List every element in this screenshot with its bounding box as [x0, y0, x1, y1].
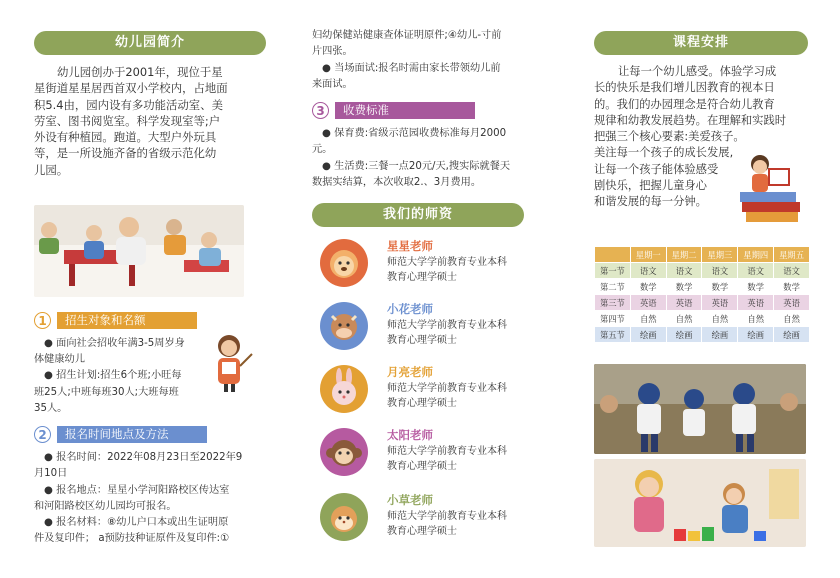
section-3-line: ● 生活费:三餐一点20元/天,搜实际就餐天 [322, 160, 511, 172]
lion-avatar-icon [320, 239, 368, 287]
section-2-line: 和河阳路校区幼儿园均可报名。 [34, 500, 177, 512]
teacher-desc [387, 509, 537, 539]
schedule-period: 第四节 [595, 311, 631, 327]
teacher-desc [387, 318, 537, 348]
schedule-period: 第三节 [595, 295, 631, 311]
section-3-line: ● 保育费:省级示范园收费标准每月2000 [322, 128, 507, 139]
reading-child-illustration [734, 150, 804, 228]
schedule-header-cell: 星期二 [666, 247, 702, 263]
schedule-header-cell: 星期五 [774, 247, 810, 263]
intro-line: 积5.4由，园内设有多功能活动室、美 [34, 97, 223, 112]
intro-line: 儿园。 [34, 162, 69, 177]
schedule-row [595, 327, 810, 343]
teacher-illustration [204, 332, 254, 392]
courses-line: 和谐发展的每一分钟。 [594, 195, 707, 209]
children-playing-photo [594, 459, 806, 547]
intro-line: 星街道星星居西首双小学校内，占地面 [34, 81, 228, 96]
teacher-degree: 教育心理学硕士 [387, 335, 457, 346]
schedule-cell: 数学 [666, 279, 702, 295]
section-3-line: 元。 [312, 144, 333, 156]
teacher-desc [387, 255, 537, 285]
schedule-cell: 语文 [738, 263, 774, 279]
materials-line: ● 当场面试:报名时需由家长带领幼儿前 [322, 62, 501, 74]
section-2-line: 件及复印件； a预防技种证原件及复印件:① [34, 533, 230, 545]
teacher-card [312, 428, 532, 482]
intro-title: 幼儿园简介 [34, 31, 266, 55]
teacher-card [312, 493, 532, 547]
teacher-degree: 师范大学学前教育专业本科 [387, 320, 507, 331]
courses-line: 把强三个核心要素:美爱孩子。 [594, 130, 745, 144]
teacher-degree: 教育心理学硕士 [387, 272, 457, 283]
schedule-row [595, 263, 810, 279]
teacher-name: 小草老师 [387, 493, 433, 507]
column-intro [34, 0, 266, 578]
schedule-cell: 数学 [702, 279, 738, 295]
classroom-photo [34, 205, 244, 297]
schedule-cell: 语文 [666, 263, 702, 279]
section-2-line: 月10日 [34, 468, 68, 480]
section-1-title: 招生对象和名额 [57, 312, 197, 329]
intro-line: 幼儿园创办于2001年，现位于星 [57, 65, 223, 79]
schedule-cell: 语文 [774, 263, 810, 279]
hamster-avatar-icon [320, 493, 368, 541]
column-courses [594, 0, 810, 578]
children-walking-photo [594, 364, 806, 454]
section-2-header [34, 426, 207, 443]
section-3-line: 数据实结算，本次收取2.、3月费用。 [312, 176, 482, 188]
schedule-cell: 自然 [702, 311, 738, 327]
schedule-header-cell [595, 247, 631, 263]
schedule-cell: 绘画 [774, 327, 810, 343]
schedule-header-row [595, 247, 810, 263]
teacher-desc [387, 444, 537, 474]
courses-line: 让每一个孩子能体验感受 [594, 162, 719, 176]
intro-line: 外设有种植园。跑道。大型户外玩具 [34, 130, 217, 145]
rabbit-avatar-icon [320, 365, 368, 413]
schedule-header-cell: 星期四 [738, 247, 774, 263]
schedule-cell: 英语 [774, 295, 810, 311]
teacher-degree: 师范大学学前教育专业本科 [387, 383, 507, 394]
section-1-body [34, 336, 204, 417]
schedule-cell: 自然 [666, 311, 702, 327]
courses-line: 美注每一个孩子的成长发展, [594, 146, 734, 160]
courses-line: 的。我们的办园理念是符合幼儿教育 [594, 97, 775, 111]
column-fees-teachers [312, 0, 532, 578]
courses-line: 规律和幼教发展趋势。在理解和实践时 [594, 113, 787, 127]
teacher-degree: 教育心理学硕士 [387, 461, 457, 472]
section-2-title: 报名时间地点及方法 [57, 426, 207, 443]
section-2-body [34, 450, 274, 548]
section-1-line: ● 招生计划:招生6个班;小旺每 [44, 370, 182, 382]
teachers-title: 我们的师资 [312, 203, 524, 227]
schedule-cell: 绘画 [702, 327, 738, 343]
courses-line: 长的快乐是我们增儿因教育的视本日 [594, 81, 775, 95]
section-2-line: ● 报名时间：2022年08月23日至2022年9 [44, 452, 243, 463]
section-3-title: 收费标准 [335, 102, 475, 119]
intro-line: 等，是一所设施齐备的省级示范化幼 [34, 146, 217, 161]
teacher-desc [387, 381, 537, 411]
schedule-row [595, 311, 810, 327]
schedule-period: 第二节 [595, 279, 631, 295]
section-1-line: 班25人;中班每班30人;大班每班 [34, 386, 179, 398]
schedule-period: 第五节 [595, 327, 631, 343]
teacher-name: 星星老师 [387, 239, 433, 253]
schedule-cell: 自然 [774, 311, 810, 327]
monkey-avatar-icon [320, 428, 368, 476]
schedule-period: 第一节 [595, 263, 631, 279]
schedule-row [595, 295, 810, 311]
materials-line: 片四张。 [312, 46, 353, 58]
section-3-body [312, 126, 534, 191]
section-1-header [34, 312, 197, 329]
teacher-card [312, 302, 532, 356]
courses-line: 让每一个幼儿感受。体验学习成 [618, 65, 777, 78]
teacher-degree: 教育心理学硕士 [387, 398, 457, 409]
schedule-cell: 绘画 [738, 327, 774, 343]
materials-line: 来面试。 [312, 78, 353, 90]
courses-title: 课程安排 [594, 31, 808, 55]
schedule-cell: 数学 [630, 279, 666, 295]
section-2-line: ● 报名材料：⑧幼儿户口本或出生证明原 [44, 517, 229, 529]
teacher-degree: 师范大学学前教育专业本科 [387, 446, 507, 457]
intro-line: 劳室、图书阅览室。科学发现室等;户 [34, 113, 221, 128]
section-1-line: 35人。 [34, 402, 68, 414]
schedule-header-cell: 星期一 [630, 247, 666, 263]
schedule-cell: 语文 [630, 263, 666, 279]
schedule-cell: 自然 [630, 311, 666, 327]
section-3-header [312, 102, 475, 119]
schedule-cell: 数学 [738, 279, 774, 295]
teacher-degree: 师范大学学前教育专业本科 [387, 257, 507, 268]
courses-line: 剧快乐，把握儿童身心 [594, 179, 707, 193]
materials-continued [312, 28, 534, 93]
schedule-cell: 英语 [702, 295, 738, 311]
section-3-number: 3 [312, 102, 329, 119]
section-1-line: 体健康幼儿 [34, 354, 85, 366]
cow-avatar-icon [320, 302, 368, 350]
schedule-cell: 英语 [666, 295, 702, 311]
teacher-name: 小花老师 [387, 302, 433, 316]
materials-line: 妇幼保健站健康查体证明原件;④幼儿-寸前 [312, 30, 502, 41]
teacher-name: 月亮老师 [387, 365, 433, 379]
section-1-line: ● 面向社会招收年满3-5周岁身 [44, 338, 185, 349]
teacher-name: 太阳老师 [387, 428, 433, 442]
section-2-line: ● 报名地点：星星小学河阳路校区传达室 [44, 484, 230, 496]
schedule-cell: 英语 [630, 295, 666, 311]
schedule-cell: 数学 [774, 279, 810, 295]
teacher-degree: 教育心理学硕士 [387, 526, 457, 537]
section-1-number: 1 [34, 312, 51, 329]
section-2-number: 2 [34, 426, 51, 443]
intro-paragraph [34, 64, 266, 178]
schedule-cell: 语文 [702, 263, 738, 279]
schedule-cell: 绘画 [630, 327, 666, 343]
schedule-header-cell: 星期三 [702, 247, 738, 263]
schedule-cell: 自然 [738, 311, 774, 327]
teacher-card [312, 365, 532, 419]
schedule-row [595, 279, 810, 295]
schedule-table [594, 246, 810, 343]
teacher-card [312, 239, 532, 293]
schedule-cell: 英语 [738, 295, 774, 311]
schedule-cell: 绘画 [666, 327, 702, 343]
teacher-degree: 师范大学学前教育专业本科 [387, 511, 507, 522]
